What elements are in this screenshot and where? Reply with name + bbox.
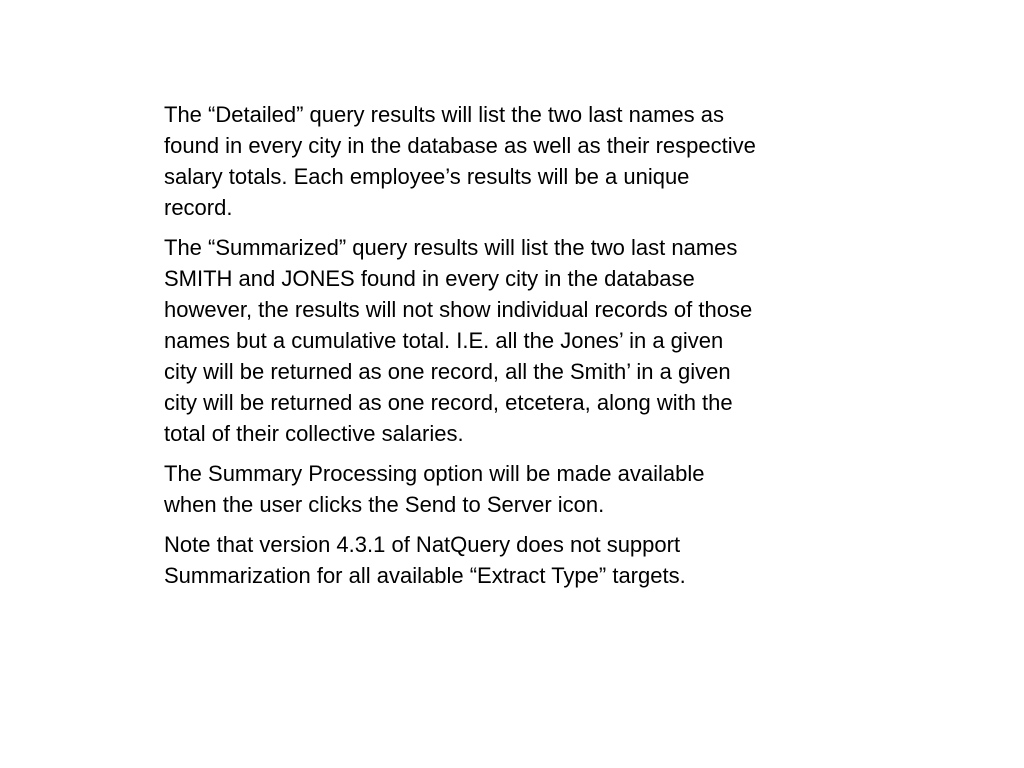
paragraph-version-note: Note that version 4.3.1 of NatQuery does not support Summarization for all available “Extract Type” targets. — [164, 532, 686, 588]
body-text — [164, 99, 864, 600]
paragraph-summary-processing: The Summary Processing option will be made available when the user clicks the Send to Server icon. — [164, 461, 705, 517]
paragraph-detailed: The “Detailed” query results will list the two last names as found in every city in the database as well as their respective salary totals. Each employee’s results will be a unique record. — [164, 102, 756, 220]
paragraph-summarized: The “Summarized” query results will list the two last names SMITH and JONES found in every city in the database however, the results will not show individual records of those names but a cumulative total. I.E. all the Jones’ in a given city will be returned as one record, all the Smith’ in a given city will be returned as one record, etcetera, along with the total of their collective salaries. — [164, 235, 753, 446]
